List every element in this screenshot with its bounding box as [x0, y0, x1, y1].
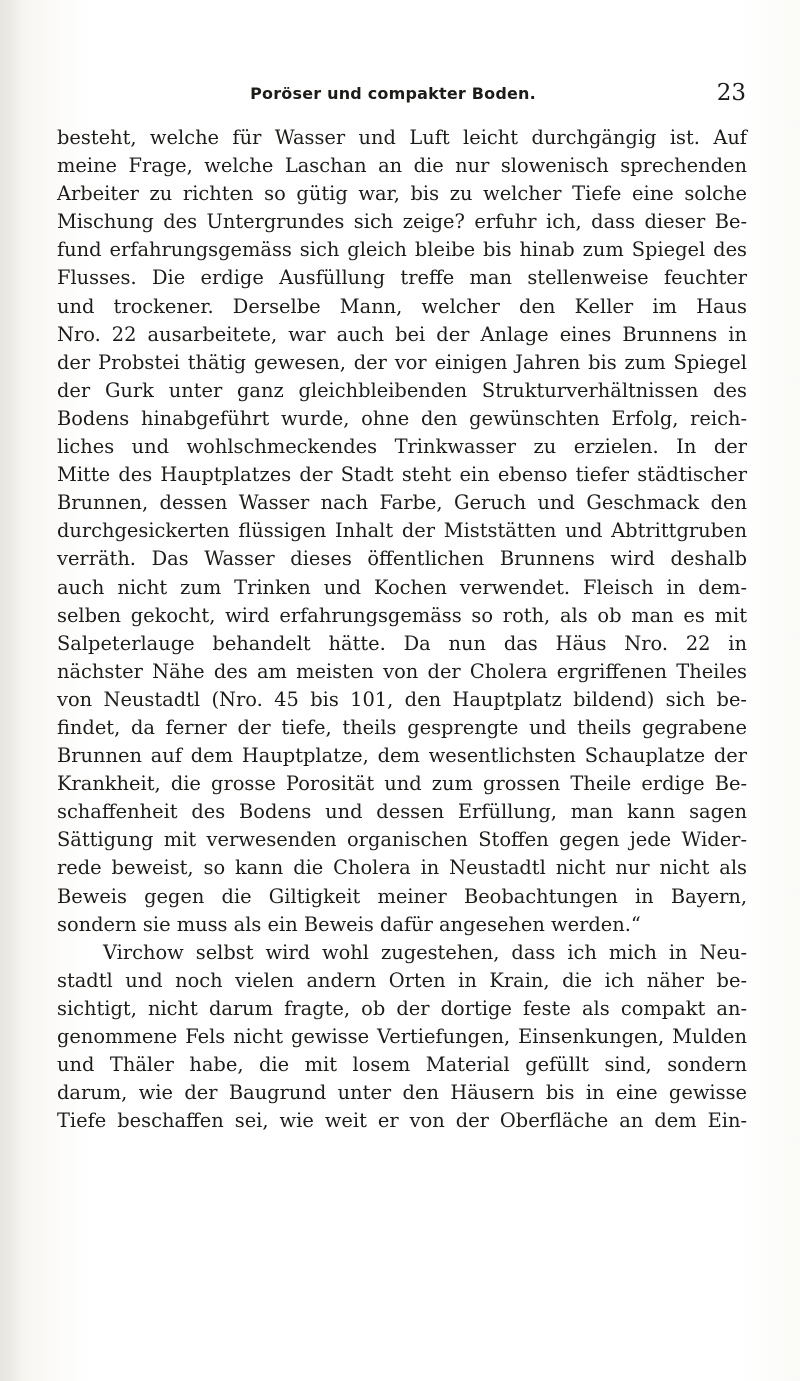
text-line: auch nicht zum Trinken und Kochen verwendet. Fleisch in dem-	[57, 575, 747, 599]
text-line: fund erfahrungsgemäss sich gleich bleibe bis hinab zum Spiegel des	[57, 238, 747, 262]
text-line: sichtigt, nicht darum fragte, ob der dortige feste als compakt an-	[57, 996, 747, 1020]
text-line: Brunnen, dessen Wasser nach Farbe, Geruch und Geschmack den	[57, 491, 747, 515]
text-line: Bodens hinabgeführt wurde, ohne den gewünschten Erfolg, reich-	[57, 406, 747, 430]
text-line: liches und wohlschmeckendes Trinkwasser zu erzielen. In der	[57, 435, 747, 459]
text-line: genommene Fels nicht gewisse Vertiefungen, Einsenkungen, Mulden	[57, 1025, 747, 1048]
paragraph-start-line: Virchow selbst wird wohl zugestehen, dass ich mich in Neu-	[103, 940, 747, 964]
text-line: Flusses. Die erdige Ausfüllung treffe man stellenweise feuchter	[57, 266, 747, 290]
text-line: Arbeiter zu richten so gütig war, bis zu welcher Tiefe eine solche	[57, 182, 747, 206]
text-line: findet, da ferner der tiefe, theils gesprengte und theils gegrabene	[57, 715, 747, 739]
text-line: stadtl und noch vielen andern Orten in Krain, die ich näher be-	[57, 968, 747, 992]
text-line: Beweis gegen die Giltigkeit meiner Beobachtungen in Bayern,	[57, 884, 747, 908]
text-line: rede beweist, so kann die Cholera in Neustadtl nicht nur nicht als	[57, 856, 747, 880]
text-line: Krankheit, die grosse Porosität und zum grossen Theile erdige Be-	[57, 772, 747, 796]
text-line: der Gurk unter ganz gleichbleibenden Strukturverhältnissen des	[57, 378, 747, 402]
page-gutter-shadow	[0, 0, 22, 1381]
text-line: durchgesickerten flüssigen Inhalt der Miststätten und Abtrittgruben	[57, 519, 747, 543]
body-text	[57, 124, 747, 1135]
running-title: Poröser und compakter Boden.	[250, 84, 536, 103]
text-line: Brunnen auf dem Hauptplatze, dem wesentlichsten Schauplatze der	[57, 744, 747, 768]
text-line: Mischung des Untergrundes sich zeige? erfuhr ich, dass dieser Be-	[57, 210, 747, 234]
text-line: Nro. 22 ausarbeitete, war auch bei der Anlage eines Brunnens in	[57, 322, 747, 346]
text-line: verräth. Das Wasser dieses öffentlichen Brunnens wird deshalb	[57, 547, 747, 571]
text-line: von Neustadtl (Nro. 45 bis 101, den Hauptplatz bildend) sich be-	[57, 687, 747, 711]
text-line: Mitte des Hauptplatzes der Stadt steht ein ebenso tiefer städtischer	[57, 463, 747, 487]
text-line: selben gekocht, wird erfahrungsgemäss so roth, als ob man es mit	[57, 603, 747, 627]
paragraph-end-line: sondern sie muss als ein Beweis dafür angesehen werden.“	[57, 912, 641, 936]
text-line: Sättigung mit verwesenden organischen Stoffen gegen jede Wider-	[57, 828, 747, 852]
text-line: Tiefe beschaffen sei, wie weit er von der Oberfläche an dem Ein-	[57, 1109, 747, 1133]
text-line: meine Frage, welche Laschan an die nur slowenisch sprechenden	[57, 154, 747, 178]
text-line: nächster Nähe des am meisten von der Cholera ergriffenen Theiles	[57, 659, 747, 683]
text-line: schaffenheit des Bodens und dessen Erfüllung, man kann sagen	[57, 800, 747, 824]
text-line: darum, wie der Baugrund unter den Häusern bis in eine gewisse	[57, 1081, 747, 1105]
page-number: 23	[716, 80, 746, 106]
text-line: besteht, welche für Wasser und Luft leicht durchgängig ist. Auf	[57, 126, 747, 149]
text-line: und trockener. Derselbe Mann, welcher den Keller im Haus	[57, 294, 747, 318]
text-line: und Thäler habe, die mit losem Material gefüllt sind, sondern	[57, 1053, 747, 1077]
text-line: der Probstei thätig gewesen, der vor einigen Jahren bis zum Spiegel	[57, 350, 747, 374]
text-line: Salpeterlauge behandelt hätte. Da nun das Häus Nro. 22 in	[57, 631, 747, 655]
page-header	[40, 80, 746, 114]
